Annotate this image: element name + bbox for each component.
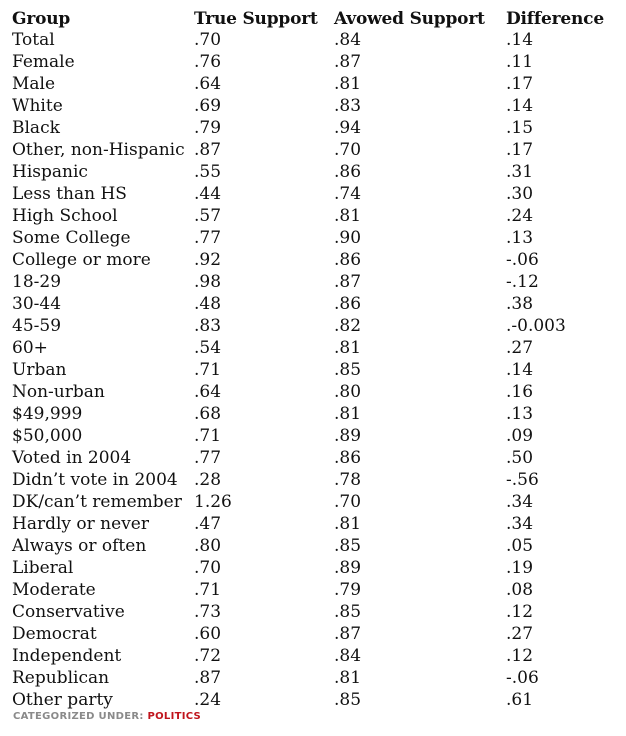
cell-difference: .14 bbox=[506, 96, 534, 116]
cell-group: Male bbox=[12, 74, 56, 94]
table-row bbox=[12, 117, 620, 139]
cell-difference: .05 bbox=[506, 536, 534, 556]
category-footer bbox=[13, 711, 201, 722]
cell-group: Non-urban bbox=[12, 382, 105, 402]
table-row bbox=[12, 249, 620, 271]
cell-difference: -.12 bbox=[506, 272, 539, 292]
table-row bbox=[12, 359, 620, 381]
cell-true-support: .28 bbox=[194, 470, 222, 490]
cell-difference: .12 bbox=[506, 646, 534, 666]
cell-group: Female bbox=[12, 52, 75, 72]
header-true-support: True Support bbox=[194, 9, 318, 29]
cell-difference: .17 bbox=[506, 74, 534, 94]
cell-avowed-support: .74 bbox=[334, 184, 362, 204]
cell-group: Hispanic bbox=[12, 162, 88, 182]
cell-difference: .-0.003 bbox=[506, 316, 566, 336]
cell-difference: .16 bbox=[506, 382, 534, 402]
cell-avowed-support: .84 bbox=[334, 30, 362, 50]
cell-true-support: .71 bbox=[194, 360, 222, 380]
cell-avowed-support: .85 bbox=[334, 536, 362, 556]
cell-group: Always or often bbox=[12, 536, 147, 556]
cell-group: Liberal bbox=[12, 558, 74, 578]
table-body bbox=[12, 29, 620, 711]
support-table bbox=[12, 6, 620, 711]
cell-true-support: .98 bbox=[194, 272, 222, 292]
cell-avowed-support: .81 bbox=[334, 74, 362, 94]
cell-difference: .11 bbox=[506, 52, 534, 72]
cell-difference: -.06 bbox=[506, 668, 539, 688]
cell-difference: .14 bbox=[506, 30, 534, 50]
cell-group: DK/can’t remember bbox=[12, 492, 182, 512]
cell-true-support: .76 bbox=[194, 52, 222, 72]
table-row bbox=[12, 491, 620, 513]
cell-difference: .17 bbox=[506, 140, 534, 160]
cell-group: High School bbox=[12, 206, 118, 226]
cell-difference: .27 bbox=[506, 338, 534, 358]
cell-difference: .38 bbox=[506, 294, 534, 314]
cell-avowed-support: .81 bbox=[334, 206, 362, 226]
cell-true-support: .60 bbox=[194, 624, 222, 644]
cell-group: White bbox=[12, 96, 63, 116]
cell-true-support: .79 bbox=[194, 118, 222, 138]
cell-avowed-support: .83 bbox=[334, 96, 362, 116]
cell-true-support: .69 bbox=[194, 96, 222, 116]
table-row bbox=[12, 645, 620, 667]
cell-difference: .34 bbox=[506, 492, 534, 512]
category-label: CATEGORIZED UNDER: bbox=[13, 711, 144, 722]
cell-group: 18-29 bbox=[12, 272, 62, 292]
cell-true-support: .24 bbox=[194, 690, 222, 710]
cell-group: Moderate bbox=[12, 580, 96, 600]
header-avowed-support: Avowed Support bbox=[334, 9, 485, 29]
table-row bbox=[12, 381, 620, 403]
table-row bbox=[12, 689, 620, 711]
table-row bbox=[12, 315, 620, 337]
cell-true-support: .57 bbox=[194, 206, 222, 226]
cell-group: Some College bbox=[12, 228, 131, 248]
table-row bbox=[12, 337, 620, 359]
cell-difference: .50 bbox=[506, 448, 534, 468]
cell-avowed-support: .78 bbox=[334, 470, 362, 490]
cell-difference: -.56 bbox=[506, 470, 539, 490]
cell-avowed-support: .86 bbox=[334, 448, 362, 468]
table-row bbox=[12, 293, 620, 315]
cell-group: Other party bbox=[12, 690, 113, 710]
header-difference: Difference bbox=[506, 9, 604, 29]
cell-avowed-support: .87 bbox=[334, 272, 362, 292]
cell-true-support: .68 bbox=[194, 404, 222, 424]
cell-difference: .19 bbox=[506, 558, 534, 578]
cell-difference: .27 bbox=[506, 624, 534, 644]
cell-group: $50,000 bbox=[12, 426, 83, 446]
cell-true-support: .73 bbox=[194, 602, 222, 622]
table-row bbox=[12, 667, 620, 689]
cell-avowed-support: .70 bbox=[334, 140, 362, 160]
cell-group: Urban bbox=[12, 360, 67, 380]
table-row bbox=[12, 95, 620, 117]
cell-avowed-support: .86 bbox=[334, 294, 362, 314]
cell-difference: .12 bbox=[506, 602, 534, 622]
cell-difference: .30 bbox=[506, 184, 534, 204]
cell-group: 30-44 bbox=[12, 294, 62, 314]
cell-avowed-support: .89 bbox=[334, 558, 362, 578]
table-row bbox=[12, 513, 620, 535]
table-row bbox=[12, 139, 620, 161]
cell-difference: .31 bbox=[506, 162, 534, 182]
cell-avowed-support: .87 bbox=[334, 52, 362, 72]
table-row bbox=[12, 535, 620, 557]
cell-avowed-support: .81 bbox=[334, 338, 362, 358]
cell-group: Independent bbox=[12, 646, 122, 666]
cell-true-support: .55 bbox=[194, 162, 222, 182]
cell-true-support: .54 bbox=[194, 338, 222, 358]
cell-difference: .09 bbox=[506, 426, 534, 446]
cell-true-support: .87 bbox=[194, 140, 222, 160]
cell-avowed-support: .81 bbox=[334, 668, 362, 688]
table-row bbox=[12, 425, 620, 447]
table-row bbox=[12, 29, 620, 51]
table-row bbox=[12, 73, 620, 95]
cell-group: Black bbox=[12, 118, 60, 138]
cell-avowed-support: .90 bbox=[334, 228, 362, 248]
table-row bbox=[12, 51, 620, 73]
table-row bbox=[12, 469, 620, 491]
cell-difference: .34 bbox=[506, 514, 534, 534]
cell-avowed-support: .86 bbox=[334, 162, 362, 182]
table-row bbox=[12, 579, 620, 601]
cell-true-support: .83 bbox=[194, 316, 222, 336]
table-row bbox=[12, 205, 620, 227]
cell-avowed-support: .85 bbox=[334, 690, 362, 710]
cell-true-support: .72 bbox=[194, 646, 222, 666]
cell-avowed-support: .94 bbox=[334, 118, 362, 138]
cell-avowed-support: .89 bbox=[334, 426, 362, 446]
cell-true-support: .77 bbox=[194, 228, 222, 248]
cell-group: Total bbox=[12, 30, 55, 50]
cell-avowed-support: .85 bbox=[334, 602, 362, 622]
cell-true-support: .64 bbox=[194, 382, 222, 402]
cell-true-support: .44 bbox=[194, 184, 222, 204]
category-link-politics[interactable]: POLITICS bbox=[147, 711, 202, 722]
cell-difference: .15 bbox=[506, 118, 534, 138]
cell-group: 60+ bbox=[12, 338, 48, 358]
table-row bbox=[12, 601, 620, 623]
cell-true-support: .80 bbox=[194, 536, 222, 556]
cell-true-support: .71 bbox=[194, 426, 222, 446]
cell-difference: .08 bbox=[506, 580, 534, 600]
table-row bbox=[12, 623, 620, 645]
data-table-container bbox=[12, 6, 620, 711]
cell-group: Democrat bbox=[12, 624, 97, 644]
cell-true-support: .48 bbox=[194, 294, 222, 314]
cell-true-support: 1.26 bbox=[194, 492, 232, 512]
cell-avowed-support: .86 bbox=[334, 250, 362, 270]
cell-difference: -.06 bbox=[506, 250, 539, 270]
cell-avowed-support: .80 bbox=[334, 382, 362, 402]
cell-true-support: .87 bbox=[194, 668, 222, 688]
cell-true-support: .70 bbox=[194, 558, 222, 578]
cell-group: College or more bbox=[12, 250, 151, 270]
cell-avowed-support: .85 bbox=[334, 360, 362, 380]
table-row bbox=[12, 161, 620, 183]
header-group: Group bbox=[12, 9, 71, 29]
cell-difference: .13 bbox=[506, 404, 534, 424]
table-row bbox=[12, 403, 620, 425]
cell-true-support: .70 bbox=[194, 30, 222, 50]
cell-group: Hardly or never bbox=[12, 514, 149, 534]
cell-group: 45-59 bbox=[12, 316, 62, 336]
cell-difference: .13 bbox=[506, 228, 534, 248]
cell-true-support: .64 bbox=[194, 74, 222, 94]
table-row bbox=[12, 447, 620, 469]
table-row bbox=[12, 557, 620, 579]
cell-difference: .61 bbox=[506, 690, 534, 710]
cell-avowed-support: .82 bbox=[334, 316, 362, 336]
cell-avowed-support: .70 bbox=[334, 492, 362, 512]
cell-group: Republican bbox=[12, 668, 110, 688]
cell-avowed-support: .81 bbox=[334, 514, 362, 534]
cell-group: $49,999 bbox=[12, 404, 83, 424]
cell-group: Other, non-Hispanic bbox=[12, 140, 185, 160]
cell-true-support: .71 bbox=[194, 580, 222, 600]
header-row bbox=[12, 6, 620, 29]
table-row bbox=[12, 227, 620, 249]
cell-group: Less than HS bbox=[12, 184, 127, 204]
cell-group: Didn’t vote in 2004 bbox=[12, 470, 178, 490]
cell-avowed-support: .81 bbox=[334, 404, 362, 424]
table-row bbox=[12, 183, 620, 205]
cell-difference: .24 bbox=[506, 206, 534, 226]
table-row bbox=[12, 271, 620, 293]
cell-group: Conservative bbox=[12, 602, 125, 622]
cell-avowed-support: .87 bbox=[334, 624, 362, 644]
cell-true-support: .47 bbox=[194, 514, 222, 534]
cell-avowed-support: .84 bbox=[334, 646, 362, 666]
cell-avowed-support: .79 bbox=[334, 580, 362, 600]
cell-difference: .14 bbox=[506, 360, 534, 380]
cell-group: Voted in 2004 bbox=[12, 448, 132, 468]
cell-true-support: .92 bbox=[194, 250, 222, 270]
cell-true-support: .77 bbox=[194, 448, 222, 468]
